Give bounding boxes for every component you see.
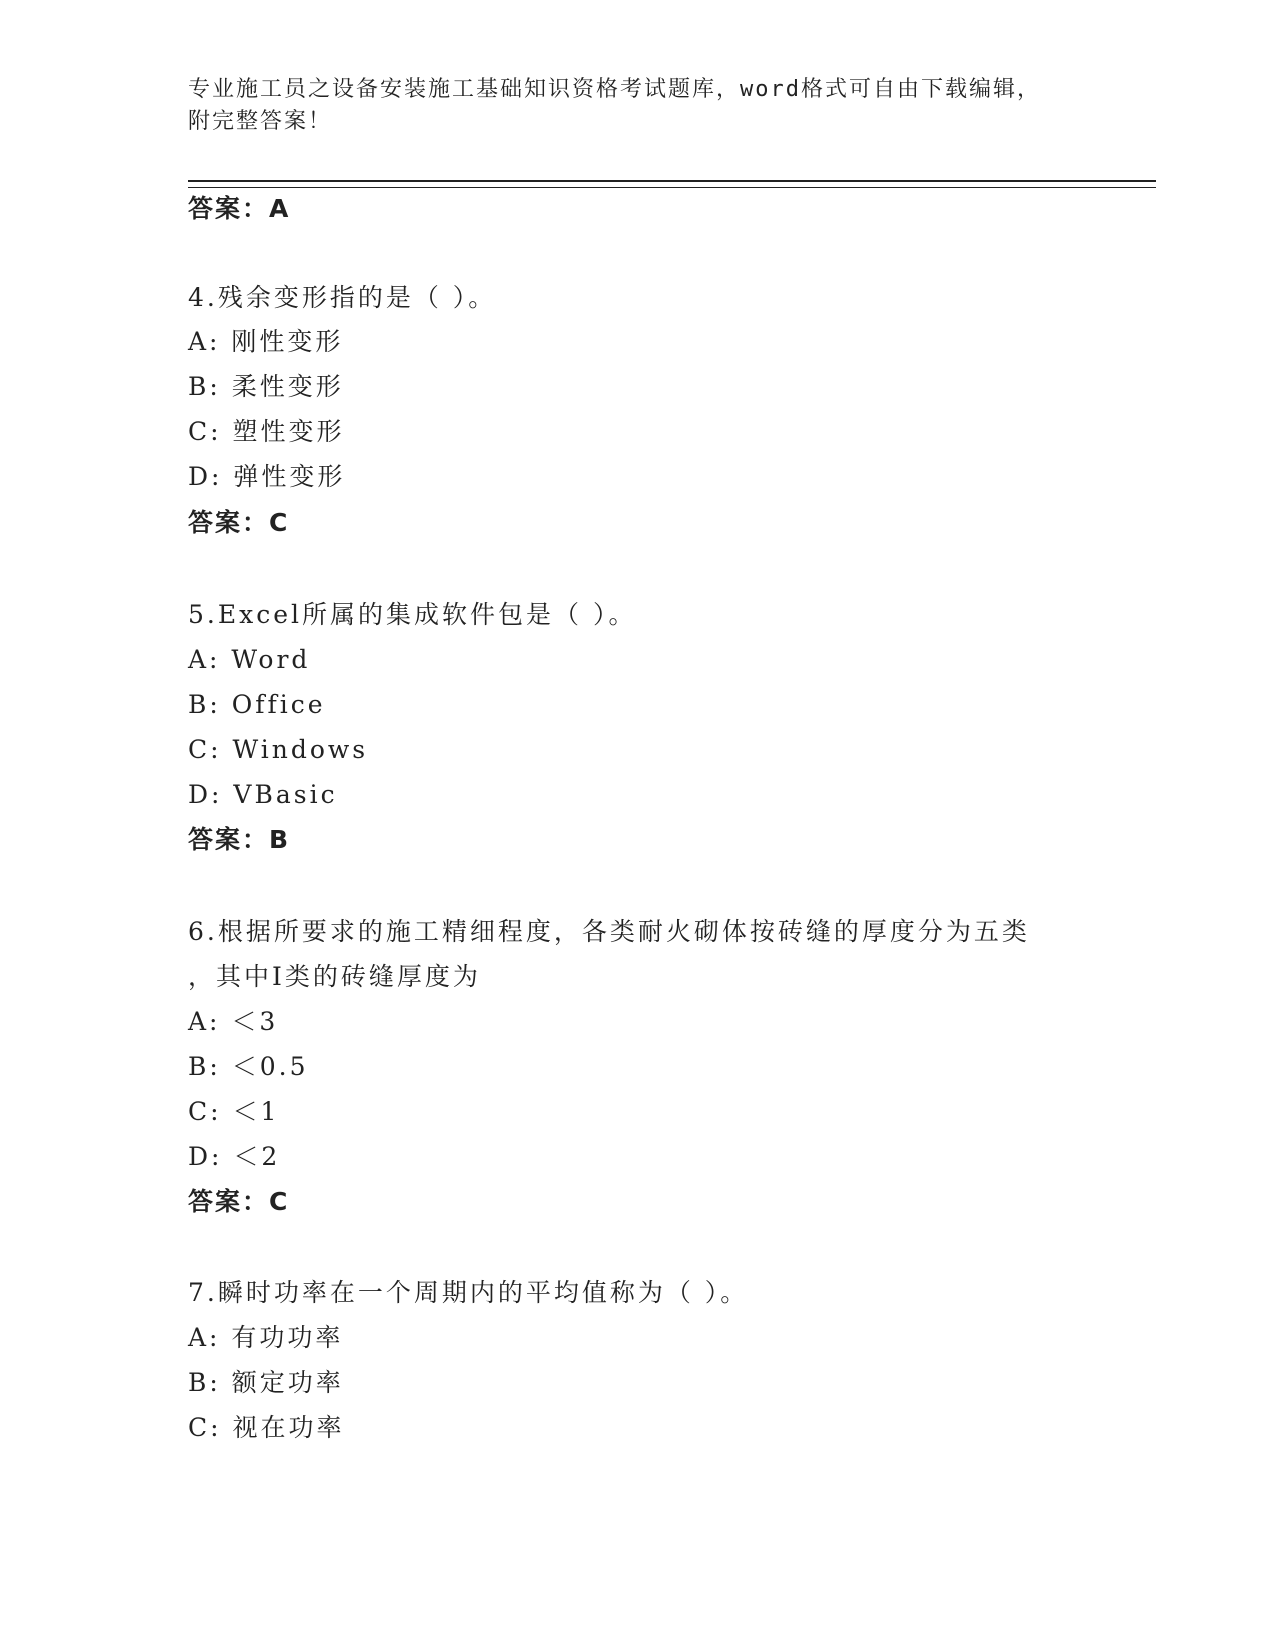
- question-6-option-d: D: ＜2: [188, 1142, 281, 1171]
- question-4-option-b: B: 柔性变形: [188, 372, 344, 401]
- question-5-option-d: D: VBasic: [188, 780, 338, 809]
- question-5-option-b: B: Office: [188, 690, 326, 719]
- question-4-stem: 4.残余变形指的是（ ）。: [188, 283, 497, 312]
- question-7-option-c: C: 视在功率: [188, 1413, 345, 1442]
- question-4-option-a: A: 刚性变形: [188, 327, 344, 356]
- header-line-1: 专业施工员之设备安装施工基础知识资格考试题库，word格式可自由下载编辑，: [188, 77, 1041, 102]
- header-line-2: 附完整答案！: [188, 109, 333, 134]
- question-7-option-b: B: 额定功率: [188, 1368, 344, 1397]
- question-5-option-c: C: Windows: [188, 735, 369, 764]
- question-4-option-d: D: 弹性变形: [188, 462, 346, 491]
- document-header: [188, 74, 1088, 138]
- header-divider: [188, 180, 1156, 188]
- question-4-option-c: C: 塑性变形: [188, 417, 345, 446]
- question-4-answer: 答案：C: [188, 508, 290, 537]
- question-6-option-a: A: ＜3: [188, 1007, 279, 1036]
- question-6-stem-line-2: ，其中I类的砖缝厚度为: [188, 962, 481, 991]
- question-5-option-a: A: Word: [188, 645, 311, 674]
- question-6-stem-line-1: 6.根据所要求的施工精细程度，各类耐火砌体按砖缝的厚度分为五类: [188, 917, 1030, 946]
- answer-prev: 答案：A: [188, 194, 291, 223]
- question-6-option-c: C: ＜1: [188, 1097, 280, 1126]
- question-7-option-a: A: 有功功率: [188, 1323, 344, 1352]
- question-5-answer: 答案：B: [188, 825, 291, 854]
- question-6-option-b: B: ＜0.5: [188, 1052, 309, 1081]
- question-5-stem: 5.Excel所属的集成软件包是（ ）。: [188, 600, 637, 629]
- question-6-answer: 答案：C: [188, 1187, 290, 1216]
- question-7-stem: 7.瞬时功率在一个周期内的平均值称为（ ）。: [188, 1278, 749, 1307]
